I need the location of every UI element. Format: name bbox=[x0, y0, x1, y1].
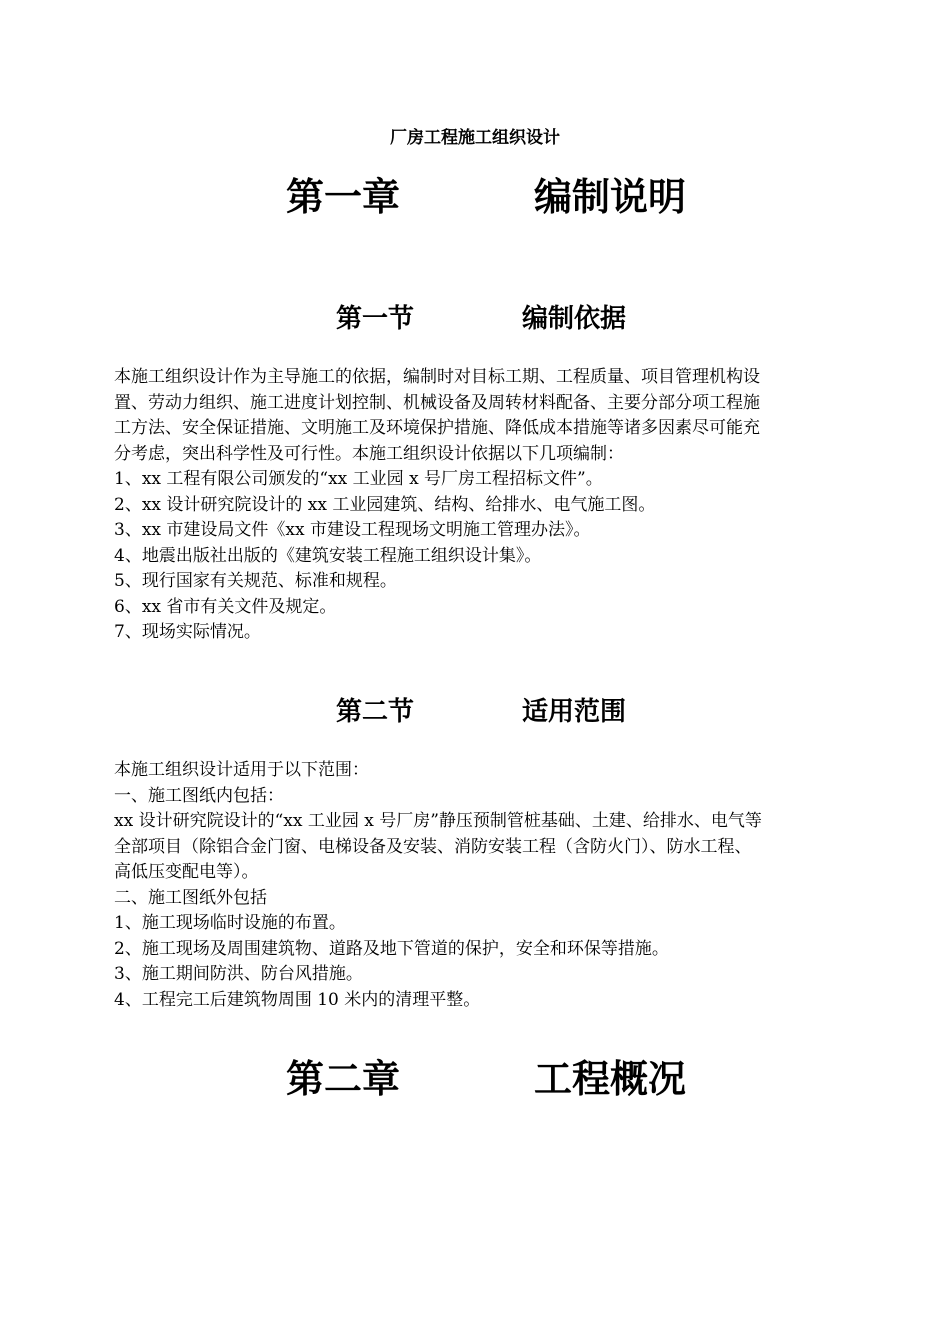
list-item: 6、xx 省市有关文件及规定。 bbox=[114, 596, 337, 617]
chapter-2-heading bbox=[0, 1056, 950, 1102]
body-line: 置、劳动力组织、施工进度计划控制、机械设备及周转材料配备、主要分部分项工程施 bbox=[114, 392, 760, 413]
chapter-1-name: 编制说明 bbox=[534, 175, 687, 219]
list-item: 2、施工现场及周围建筑物、道路及地下管道的保护，安全和环保等措施。 bbox=[114, 938, 669, 959]
body-line: 一、施工图纸内包括： bbox=[114, 785, 284, 806]
list-item: 7、现场实际情况。 bbox=[114, 622, 261, 642]
section-2-heading bbox=[0, 695, 950, 729]
section-1-number: 第一节 bbox=[336, 304, 415, 334]
list-item: 4、地震出版社出版的《建筑安装工程施工组织设计集》。 bbox=[114, 545, 542, 566]
body-line: xx 设计研究院设计的“xx 工业园 x 号厂房”静压预制管桩基础、土建、给排水、电气等 bbox=[114, 811, 762, 831]
list-item: 3、xx 市建设局文件《xx 市建设工程现场文明施工管理办法》。 bbox=[114, 520, 591, 540]
section-2-name: 适用范围 bbox=[522, 697, 627, 727]
body-line: 二、施工图纸外包括 bbox=[114, 887, 267, 908]
chapter-2-name: 工程概况 bbox=[534, 1057, 687, 1101]
chapter-1-heading bbox=[0, 174, 950, 220]
list-item: 5、现行国家有关规范、标准和规程。 bbox=[114, 571, 397, 591]
list-item: 1、施工现场临时设施的布置。 bbox=[114, 913, 346, 933]
body-line: 工方法、安全保证措施、文明施工及环境保护措施、降低成本措施等诸多因素尽可能充 bbox=[114, 418, 760, 438]
body-line: 分考虑，突出科学性及可行性。本施工组织设计依据以下几项编制： bbox=[114, 443, 624, 464]
section-1-body bbox=[114, 365, 854, 646]
list-item: 3、施工期间防洪、防台风措施。 bbox=[114, 964, 363, 984]
section-1-name: 编制依据 bbox=[522, 304, 627, 334]
section-2-body bbox=[114, 758, 854, 1013]
list-item: 4、工程完工后建筑物周围 10 米内的清理平整。 bbox=[114, 989, 481, 1010]
body-line: 本施工组织设计作为主导施工的依据，编制时对目标工期、工程质量、项目管理机构设 bbox=[114, 367, 760, 387]
section-2-number: 第二节 bbox=[336, 697, 415, 727]
chapter-1-number: 第一章 bbox=[286, 175, 401, 219]
list-item: 1、xx 工程有限公司颁发的“xx 工业园 x 号厂房工程招标文件”。 bbox=[114, 469, 603, 489]
body-line: 全部项目（除铝合金门窗、电梯设备及安装、消防安装工程（含防火门）、防水工程、 bbox=[114, 836, 752, 857]
section-1-heading bbox=[0, 302, 950, 336]
chapter-2-number: 第二章 bbox=[286, 1057, 401, 1101]
document-title: 厂房工程施工组织设计 bbox=[390, 128, 560, 148]
list-item: 2、xx 设计研究院设计的 xx 工业园建筑、结构、给排水、电气施工图。 bbox=[114, 494, 656, 515]
body-line: 高低压变配电等）。 bbox=[114, 862, 259, 882]
body-line: 本施工组织设计适用于以下范围： bbox=[114, 760, 369, 780]
